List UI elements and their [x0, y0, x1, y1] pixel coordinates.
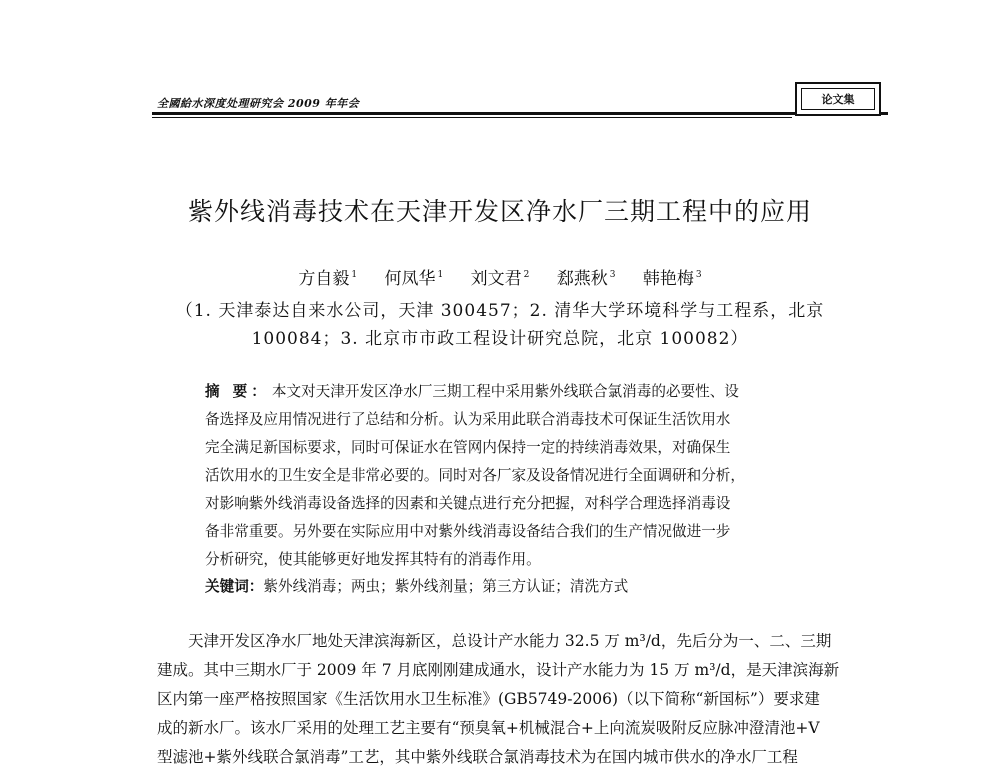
body-line: 成的新水厂。该水厂采用的处理工艺主要有“预臭氧+机械混合+上向流炭吸附反应脉冲澄清池+V: [157, 719, 820, 737]
author: [557, 264, 616, 289]
keywords-label: 关键词：: [205, 578, 264, 595]
abstract: [205, 378, 837, 574]
section-label: 论文集: [801, 88, 875, 110]
author: [298, 264, 357, 289]
abstract-line: 活饮用水的卫生安全是非常必要的。同时对各厂家及设备情况进行全面调研和分析，: [205, 467, 745, 484]
author-name: 郄燕秋: [556, 269, 608, 289]
abstract-text: 本文对天津开发区净水厂三期工程中采用紫外线联合氯消毒的必要性、设: [271, 383, 739, 400]
author-affiliation-mark: 3: [695, 270, 702, 280]
body-line: 天津开发区净水厂地处天津滨海新区，总设计产水能力 32.5 万 m³/d，先后分为一、二、三期: [188, 632, 832, 650]
abstract-line: 备选择及应用情况进行了总结和分析。认为采用此联合消毒技术可保证生活饮用水: [205, 411, 731, 428]
abstract-line: [205, 378, 837, 406]
keywords: [205, 575, 845, 596]
affiliation-line: 100084；3. 北京市市政工程设计研究总院，北京 100082）: [251, 329, 749, 349]
running-head: 全國給水深度处理研究会 2009 年年会: [157, 97, 360, 110]
author-name: 韩艳梅: [642, 269, 694, 289]
author-affiliation-mark: 3: [609, 270, 616, 280]
author-name: 何凤华: [384, 269, 436, 289]
abstract-line: 对影响紫外线消毒设备选择的因素和关键点进行充分把握，对科学合理选择消毒设: [205, 495, 731, 512]
author: [384, 264, 443, 289]
author-affiliation-mark: 1: [437, 270, 444, 280]
author-name: 方自毅: [298, 269, 350, 289]
abstract-line: 备非常重要。另外要在实际应用中对紫外线消毒设备结合我们的生产情况做进一步: [205, 523, 731, 540]
author-name: 刘文君: [470, 269, 522, 289]
author-affiliation-mark: 2: [523, 270, 530, 280]
body-line: 区内第一座严格按照国家《生活饮用水卫生标准》(GB5749-2006)（以下简称“新国标”）要求建: [157, 690, 820, 708]
author: [643, 264, 702, 289]
affiliation-line: （1. 天津泰达自来水公司，天津 300457；2. 清华大学环境科学与工程系，北京: [175, 301, 825, 321]
header-rule-thin: [152, 117, 792, 118]
keywords-text: 紫外线消毒；两虫；紫外线剂量；第三方认证；清洗方式: [263, 578, 629, 595]
body-paragraph: [157, 627, 887, 772]
abstract-line: 完全满足新国标要求，同时可保证水在管网内保持一定的持续消毒效果，对确保生: [205, 439, 731, 456]
header-rule: [152, 112, 888, 115]
author-list: [0, 264, 1000, 289]
abstract-line: 分析研究，使其能够更好地发挥其特有的消毒作用。: [205, 551, 541, 568]
body-line: 建成。其中三期水厂于 2009 年 7 月底刚刚建成通水，设计产水能力为 15 万 m³/d，是天津滨海新: [157, 661, 840, 679]
abstract-label: 摘 要：: [205, 383, 270, 400]
section-label-box: [795, 82, 881, 116]
paper-title: 紫外线消毒技术在天津开发区净水厂三期工程中的应用: [187, 197, 812, 226]
author-affiliation-mark: 1: [351, 270, 358, 280]
body-line: 型滤池+紫外线联合氯消毒”工艺，其中紫外线联合氯消毒技术为在国内城市供水的净水厂工程: [157, 748, 798, 766]
author: [471, 264, 530, 289]
